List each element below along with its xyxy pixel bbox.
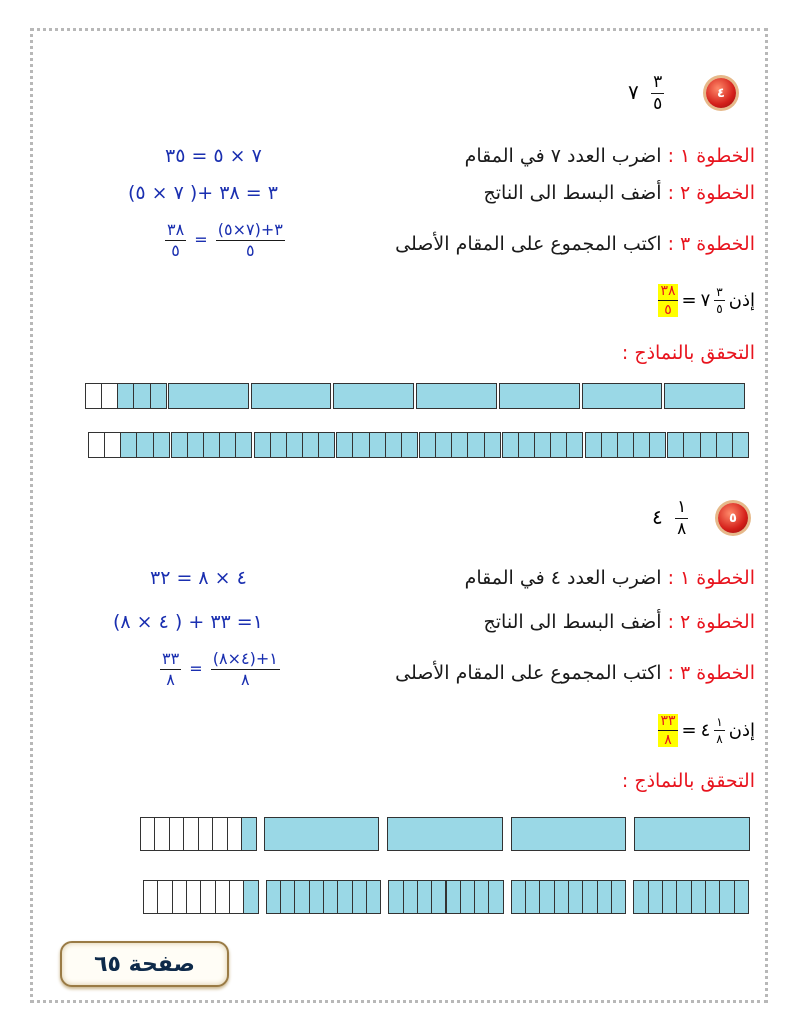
model-cell-shaded: [133, 383, 150, 409]
model-cell-shaded: [716, 432, 733, 458]
model-cell-empty: [229, 880, 244, 914]
model-cell-shaded: [286, 432, 303, 458]
model-cell-shaded: [431, 880, 446, 914]
model-cell-shaded: [484, 432, 501, 458]
step2-row: [484, 611, 756, 633]
fraction-part: [675, 499, 688, 538]
model-cell-empty: [169, 817, 184, 851]
model-cell-shaded: [266, 880, 281, 914]
result-fraction: [160, 651, 181, 688]
denominator: ٨: [166, 670, 175, 689]
model-cell-shaded: [336, 432, 353, 458]
model-cell-shaded: [403, 880, 418, 914]
model-cell-shaded: [518, 432, 535, 458]
step-label: الخطوة ٣ :: [667, 662, 755, 684]
model-cell-shaded: [352, 880, 367, 914]
step-label: الخطوة ١ :: [667, 145, 755, 167]
model-cell-shaded: [511, 817, 627, 851]
model-cell-shaded: [691, 880, 706, 914]
whole-part: ٧: [700, 290, 711, 311]
model-cell-shaded: [352, 432, 369, 458]
model-cell-empty: [143, 880, 158, 914]
model-cell-shaded: [467, 432, 484, 458]
model-cell-shaded: [460, 880, 475, 914]
model-cell-shaded: [705, 880, 720, 914]
problem-number-badge: [706, 78, 736, 108]
model-cell-empty: [154, 817, 169, 851]
model-cell-shaded: [294, 880, 309, 914]
model-cell-shaded: [683, 432, 700, 458]
numerator: ٣٣: [660, 713, 676, 729]
denominator: ٥: [171, 241, 180, 260]
model-cell-shaded: [366, 880, 381, 914]
model-cell-shaded: [168, 383, 249, 409]
conclusion-row: $\frac{٣٨}{٥}$ = ٧ $\frac{٣}{٥}$ إذن: [660, 283, 755, 318]
model-cell-shaded: [309, 880, 324, 914]
conclusion-result: [658, 284, 677, 317]
model-cell-shaded: [337, 880, 352, 914]
model-cell-shaded: [539, 880, 554, 914]
denominator: ٥: [716, 302, 723, 316]
model-cell-shaded: [388, 880, 403, 914]
whole-part: ٤: [700, 720, 711, 741]
model-cell-empty: [227, 817, 242, 851]
model-cell-shaded: [732, 432, 749, 458]
model-cell-shaded: [719, 880, 734, 914]
model-cell-empty: [157, 880, 172, 914]
model-cell-empty: [85, 383, 102, 409]
model-cell-shaded: [136, 432, 153, 458]
model-row-parts: [143, 880, 748, 914]
model-cell-shaded: [601, 432, 618, 458]
model-cell-empty: [215, 880, 230, 914]
model-cell-shaded: [280, 880, 295, 914]
model-cell-shaded: [120, 432, 137, 458]
model-cell-shaded: [502, 432, 519, 458]
step-text: اكتب المجموع على المقام الأصلى: [395, 662, 662, 684]
whole-part: ٤: [652, 505, 663, 529]
model-cell-shaded: [243, 880, 258, 914]
mixed-number-title: [652, 499, 688, 538]
model-cell-shaded: [633, 880, 648, 914]
step-label: الخطوة ٢ :: [667, 182, 755, 204]
denominator: ٨: [716, 732, 723, 746]
model-cell-shaded: [419, 432, 436, 458]
step-label: الخطوة ١ :: [667, 567, 755, 589]
model-cell-shaded: [150, 383, 167, 409]
model-cell-shaded: [235, 432, 252, 458]
model-cell-shaded: [568, 880, 583, 914]
model-cell-shaded: [435, 432, 452, 458]
result-fraction: [165, 222, 186, 259]
model-cell-shaded: [648, 880, 663, 914]
model-cell-shaded: [401, 432, 418, 458]
model-row-parts: [88, 432, 748, 458]
fraction-part: [714, 716, 724, 745]
model-cell-shaded: [611, 880, 626, 914]
model-cell-shaded: [318, 432, 335, 458]
model-cell-shaded: [153, 432, 170, 458]
step-label: الخطوة ٢ :: [667, 611, 755, 633]
step2-equation: (٤ × ٨ ) + ١= ٣٣: [113, 611, 263, 633]
numerator: ١: [677, 497, 687, 517]
model-cell-shaded: [446, 880, 461, 914]
model-cell-shaded: [554, 880, 569, 914]
model-cell-empty: [104, 432, 121, 458]
denominator: ٨: [677, 519, 687, 539]
model-cell-shaded: [264, 817, 380, 851]
model-cell-shaded: [633, 432, 650, 458]
denominator: ٥: [664, 302, 672, 318]
model-cell-empty: [186, 880, 201, 914]
model-cell-shaded: [333, 383, 414, 409]
model-cell-shaded: [251, 383, 332, 409]
verify-heading: التحقق بالنماذج :: [621, 342, 755, 364]
denominator: ٨: [664, 732, 672, 748]
model-cell-shaded: [734, 880, 749, 914]
model-cell-shaded: [676, 880, 691, 914]
model-cell-shaded: [662, 880, 677, 914]
model-cell-empty: [172, 880, 187, 914]
numerator: (٧×٥)+٣: [217, 220, 283, 239]
model-cell-shaded: [667, 432, 684, 458]
model-cell-shaded: [385, 432, 402, 458]
model-cell-empty: [183, 817, 198, 851]
model-cell-shaded: [634, 817, 750, 851]
fraction-part: [651, 74, 664, 113]
page-number-label: [60, 941, 229, 987]
model-cell-shaded: [585, 432, 602, 458]
model-cell-shaded: [254, 432, 271, 458]
model-cell-shaded: [525, 880, 540, 914]
page-number-text: صفحة ٦٥: [94, 951, 195, 977]
numerator: ١: [716, 715, 723, 729]
model-row-wholes: [140, 817, 750, 851]
numerator: ٣٣: [162, 649, 180, 668]
expression-fraction: [216, 222, 285, 259]
conclusion-row: $\frac{٣٣}{٨}$ = ٤ $\frac{١}{٨}$ إذن: [660, 713, 755, 748]
step3-equation: $\frac{٣٣}{٨}$ = $\frac{(٤\times ٨)+١}{٨}$: [162, 649, 278, 689]
model-cell-shaded: [451, 432, 468, 458]
model-cell-shaded: [270, 432, 287, 458]
step2-row: [484, 182, 756, 204]
step-text: اكتب المجموع على المقام الأصلى: [395, 233, 662, 255]
numerator: ٣٨: [660, 283, 676, 299]
verify-heading: التحقق بالنماذج :: [621, 770, 755, 792]
denominator: ٥: [246, 241, 255, 260]
model-cell-shaded: [369, 432, 386, 458]
whole-part: ٧: [628, 80, 639, 104]
model-cell-shaded: [582, 383, 663, 409]
step3-row: [395, 662, 755, 684]
mixed-number-title: [628, 74, 664, 113]
model-cell-shaded: [302, 432, 319, 458]
numerator: ٣: [716, 285, 723, 299]
model-cell-shaded: [488, 880, 503, 914]
model-cell-shaded: [550, 432, 567, 458]
model-cell-empty: [140, 817, 155, 851]
conclusion-result: [658, 714, 677, 747]
model-cell-shaded: [617, 432, 634, 458]
model-cell-shaded: [664, 383, 745, 409]
model-cell-shaded: [117, 383, 134, 409]
numerator: ٣٨: [167, 220, 185, 239]
so-label: إذن: [728, 720, 755, 741]
denominator: ٥: [653, 94, 663, 114]
numerator: ٣: [653, 72, 663, 92]
model-cell-shaded: [219, 432, 236, 458]
model-cell-shaded: [323, 880, 338, 914]
step1-row: [465, 567, 755, 589]
denominator: ٨: [241, 670, 250, 689]
problem-number-badge: [718, 503, 748, 533]
model-cell-shaded: [499, 383, 580, 409]
model-cell-shaded: [700, 432, 717, 458]
so-label: إذن: [728, 290, 755, 311]
step-text: اضرب العدد ٧ في المقام: [464, 145, 662, 167]
model-cell-empty: [212, 817, 227, 851]
badge-number: ٤: [717, 85, 725, 101]
model-cell-empty: [88, 432, 105, 458]
step3-row: [395, 233, 755, 255]
model-cell-shaded: [582, 880, 597, 914]
step-text: أضف البسط الى الناتج: [483, 611, 662, 633]
step-text: أضف البسط الى الناتج: [483, 182, 662, 204]
step-text: اضرب العدد ٤ في المقام: [464, 567, 662, 589]
model-cell-shaded: [534, 432, 551, 458]
model-cell-shaded: [417, 880, 432, 914]
step1-row: [465, 145, 755, 167]
model-cell-empty: [101, 383, 118, 409]
model-cell-shaded: [187, 432, 204, 458]
model-cell-shaded: [597, 880, 612, 914]
model-cell-shaded: [171, 432, 188, 458]
model-cell-shaded: [203, 432, 220, 458]
expression-fraction: [211, 651, 280, 688]
step1-equation: ٧ × ٥ = ٣٥: [165, 145, 262, 167]
model-cell-shaded: [566, 432, 583, 458]
model-cell-shaded: [416, 383, 497, 409]
model-row-wholes: [85, 383, 745, 409]
step1-equation: ٤ × ٨ = ٣٢: [150, 567, 247, 589]
model-cell-shaded: [511, 880, 526, 914]
fraction-part: [714, 286, 724, 315]
model-cell-empty: [200, 880, 215, 914]
model-cell-shaded: [241, 817, 256, 851]
step-label: الخطوة ٣ :: [667, 233, 755, 255]
badge-number: ٥: [729, 510, 737, 526]
model-cell-shaded: [474, 880, 489, 914]
step2-equation: (٧ × ٥ )+ ٣ = ٣٨: [128, 182, 278, 204]
model-cell-shaded: [387, 817, 503, 851]
model-cell-shaded: [649, 432, 666, 458]
model-cell-empty: [198, 817, 213, 851]
step3-equation: $\frac{٣٨}{٥}$ = $\frac{(٧\times ٥)+٣}{٥}$: [167, 220, 283, 260]
numerator: (٤×٨)+١: [212, 649, 278, 668]
